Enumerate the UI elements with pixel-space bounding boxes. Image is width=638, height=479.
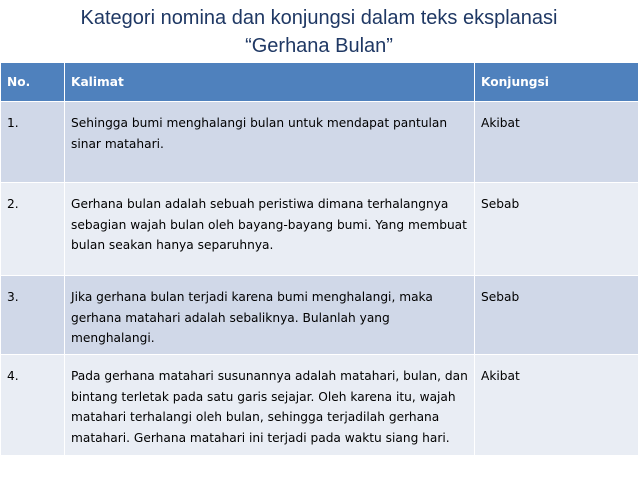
header-no: No. <box>1 63 65 102</box>
conjunction-table <box>0 62 638 456</box>
table-row <box>1 355 638 456</box>
cell-kalimat: Sehingga bumi menghalangi bulan untuk mendapat pantulan sinar matahari. <box>65 102 475 183</box>
table-row <box>1 276 638 355</box>
cell-kalimat: Pada gerhana matahari susunannya adalah matahari, bulan, dan bintang terletak pada satu garis sejajar. Oleh karena itu, wajah matahari terhalangi oleh bulan, sehingga terjadilah gerhana matahari. Gerhana matahari ini terjadi pada waktu siang hari. <box>65 355 475 456</box>
cell-kalimat: Gerhana bulan adalah sebuah peristiwa dimana terhalangnya sebagian wajah bulan oleh bayang-bayang bumi. Yang membuat bulan seakan hanya separuhnya. <box>65 183 475 276</box>
table-header-row <box>1 63 638 102</box>
cell-no: 4. <box>1 355 65 456</box>
table-row <box>1 183 638 276</box>
header-konjungsi: Konjungsi <box>475 63 638 102</box>
cell-konjungsi: Akibat <box>475 102 638 183</box>
cell-konjungsi: Sebab <box>475 276 638 355</box>
table-row <box>1 102 638 183</box>
cell-no: 2. <box>1 183 65 276</box>
slide-title <box>0 4 638 60</box>
cell-konjungsi: Akibat <box>475 355 638 456</box>
cell-no: 3. <box>1 276 65 355</box>
title-line-1: Kategori nomina dan konjungsi dalam teks eksplanasi <box>80 7 558 29</box>
cell-kalimat: Jika gerhana bulan terjadi karena bumi menghalangi, maka gerhana matahari adalah sebaliknya. Bulanlah yang menghalangi. <box>65 276 475 355</box>
title-line-2: “Gerhana Bulan” <box>245 35 393 57</box>
header-kalimat: Kalimat <box>65 63 475 102</box>
cell-konjungsi: Sebab <box>475 183 638 276</box>
cell-no: 1. <box>1 102 65 183</box>
